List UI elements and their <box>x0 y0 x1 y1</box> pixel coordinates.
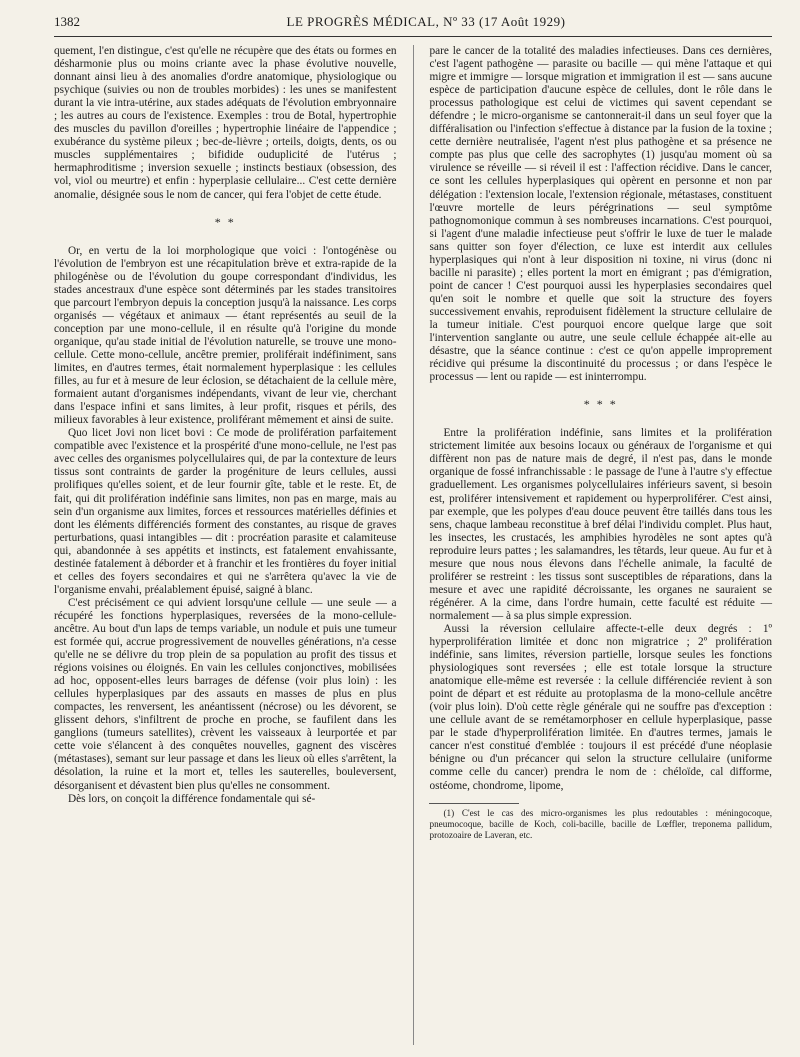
paragraph: Dès lors, on conçoit la différence fondamentale qui sé- <box>68 792 316 805</box>
footnote: (1) C'est le cas des micro-organismes les plus redoutables : méningocoque, pneumocoque, bacille de Koch, coli-bacille, bacille de Lœffler, treponema pallidum, protozoaire de Laveran, etc. <box>429 807 772 840</box>
journal-title: LE PROGRÈS MÉDICAL, Nº 33 (17 Août 1929) <box>286 14 566 29</box>
paragraph: Quo licet Jovi non licet bovi : Ce mode de prolifération parfaitement compatible avec l'existence et la prospérité d'une mono-cellule, ne l'est pas avec celles des organismes polycellulaires qui, de par la contexture de leurs tissus sont contraints de garder la progéniture de leurs cellules, aussi prolifiques qu'elles soient, et de leur fournir gîte, table et le reste. Et, de fait, qui dit prolifération indéfinie sans limites, non pas en marge, mais au sein d'un organisme aux limites, forces et ressources matérielles définies et dont les éléments différenciés forment des constantes, au risque de graves perturbations, quasi intangibles — dit : procréation parasite et calamiteuse qui, abandonnée à ses appétits et instincts, est fatalement envahissante, destinée fatalement à déborder et à franchir et les frontières du foyer initial et celles des foyers secondaires et qui ne s'arrêtera qu'avec la vie de l'organisme envahi, préalablement épuisé, saigné à blanc. <box>54 427 397 596</box>
paragraph: C'est précisément ce qui advient lorsqu'une cellule — une seule — a récupéré les fonctions hyperplasiques, reversées de la mono-cellule-ancêtre. Au bout d'un laps de temps variable, un nodule et puis une tumeur est formée qui, accrue progressivement de nouvelles générations, n'a cesse qu'elle ne se délivre du trop plein de sa population au profit des tissus et régions voisines ou éloignés. En vain les cellules conjonctives, mobilisées ad hoc, opposent-elles leurs barrages de défense (voir plus loin) : les cellules hyperplasiques par des assauts en masses de plus en plus compactes, les renversent, les anéantissent (nécrose) ou les dévorent, se glissent dehors, s'infiltrent de proche en proche, se faufilent dans les ganglions (tumeurs satellites), crèvent les vaisseaux à leurportée et par cette voie s'élancent à des conquêtes nouvelles, gagnent des viscères (métastases), semant sur leur passage et dans les lieux où elles s'arrêtent, la désolation, la ruine et la mort et, telles les sauterelles, bouleversent, désorganisent et dévastent bien plus qu'elles ne consomment. <box>54 596 397 792</box>
paragraph: pare le cancer de la totalité des maladies infectieuses. Dans ces dernières, c'est l'agent pathogène — parasite ou bacille — qui mène l'attaque et qui migre et immigre — lorsque migration et immigration il est — sans aucune espèce de participation d'aucune espèce de cellules, dont le rôle dans le processus pathologique est celui de victimes qui savent cependant se défendre ; le micro-organisme se cantonnerait-il dans un seul foyer que la différalisation ou l'infection s'effectue à distance par la fusion de la toxine ; cette dernière neutralisée, l'agent n'est plus pathogène et sa présence ne compte pas plus que celle des sacrophytes (1) jusqu'au moment où sa virulence se réveille — si réveil il est : l'affection récidive. Dans le cancer, ce sont les cellules hyperplasiques qui opèrent en personne et non par délégation : l'extension locale, l'extension régionale, métastases, constituent l'œuvre mortelle de leurs pérégrinations — seul symptôme pathognomonique commun à ses nombreuses incarnations. C'est pourquoi, si l'agent d'une maladie infectieuse peut s'offrir le luxe de tuer le malade sans quitter son foyer d'élection, ce luxe est interdit aux cellules hyperplasiques qui n'ont à leur disposition ni toxine, ni virus (donc ni bacille ni parasite) ; elles portent la mort en émigrant ; pas d'émigration, point de cancer ! C'est pourquoi aussi les hyperplasies secondaires quel qu'en soit le nombre et quelle que soit la structure des foyers successivement envahis, reproduisent fidèlement la structure cellulaire de la tumeur initiale. C'est pourquoi encore quelque large que soit l'intervention sanglante ou autre, une seule cellule échappée ait-elle au désastre, que la séance continue : c'est ce qu'on appelle improprement récidive qui présume la discontinuité du processus ; or dans l'espèce le processus — lent ou rapide — est ininterrompu. <box>429 45 772 384</box>
column-divider <box>413 45 414 1045</box>
section-separator: * * * <box>583 397 618 412</box>
right-column <box>429 45 772 1045</box>
page-number: 1382 <box>54 14 80 29</box>
left-column <box>54 45 397 1045</box>
footnote-rule <box>429 803 519 804</box>
running-header <box>54 14 772 37</box>
paragraph: Or, en vertu de la loi morphologique que voici : l'ontogénèse ou l'évolution de l'embryon est une récapitulation brève et extra-rapide de la philogénèse ou de l'évolution du goupe correspondant d'individus, les stades ancestraux d'une espèce sont déterminés par les stades transitoires que parcourt l'embryon depuis la conception jusqu'à la naissance. Les corps organisés — végétaux et animaux — étant représentés au seuil de la conception par une mono-cellule, il en résulte qu'à l'origine du monde organique, qu'au stade initial de l'évolution naturelle, se trouve une mono-cellule. Cette mono-cellule, ancêtre premier, proliférait indéfiniment, sans limites, en d'autres termes, était normalement hyperplasique : les cellules filles, au fur et à mesure de leur éclosion, se détachaient de la cellule mère, formaient autant d'organismes indépendants, vivant de leur vie, cherchant dans l'espace infini et sans limites, à leur profit, risques et périls, des milieux favorables à leur existence, proliférant mêmement et ainsi de suite. <box>54 244 397 427</box>
text-columns <box>54 45 772 1045</box>
section-separator: * * <box>214 214 236 229</box>
paragraph: Aussi la réversion cellulaire affecte-t-elle deux degrés : 1º hyperprolifération limitée et donc non migratrice ; 2º prolifération indéfinie, sans limites, réversion partielle, lorsque seules les fonctions physiologiques sont reversées ; elle est totale lorsque la structure anatomique elle-même est reversée : la cellule différenciée revient à son point de départ et est réduite au protoplasma de la mono-cellule ancêtre (voir plus loin). D'où cette règle générale qui ne souffre pas d'exception : une cellule avant de se remétamorphoser en cellule hyperplasique, passe par le stade d'hyperprolifération limitée. En d'autres termes, jamais le cancer n'est constitué d'emblée : toujours il est précédé d'une néoplasie bénigne ou d'un précancer qui selon la structure cellulaire (uniforme comme celle du cancer) prendra le nom de : chéloïde, cal difforme, ostéome, chondrome, lipome, <box>429 622 772 792</box>
paragraph: quement, l'en distingue, c'est qu'elle ne récupère que des états ou formes en désharmonie plus ou moins criante avec la phase évolutive nouvelle, donnant ainsi lieu à des anomalies d'ordre anatomique, physiologique ou psychique (suivies ou non de troubles morbides) : les unes se manifestent durant la vie intra-utérine, aux stades adéquats de l'évolution embryonnaire ; les autres au cours de l'existence. Exemples : trou de Botal, hypertrophie des muscles du pavillon d'oreilles ; hypertrophie linéaire de l'appendice ; exubérance du système pileux ; bec-de-lièvre ; orteils, doigts, dents, os ou muscles supplémentaires ; bifidide ouduplicité de l'utérus ; hermaphroditisme ; inversion sexuelle ; instincts bestiaux (obsession, des vol, viol ou meurtre) et enfin : hyperplasie cellulaire... C'est cette dernière anomalie, désignée sous le nom de cancer, qui fera l'objet de cette étude. <box>54 45 397 201</box>
paragraph: Entre la prolifération indéfinie, sans limites et la prolifération strictement limitée aux besoins locaux ou généraux de l'organisme et qui diffèrent non pas de nature mais de degré, il n'est pas, dans le monde organique de fossé infranchissable : le passage de l'une à l'autre s'y effectue graduellement. Les organismes polycellulaires inférieurs savent, si besoin est, proliférer intensivement et rapidement ou hyperproliférer. C'est ainsi, par exemple, que les polypes d'eau douce peuvent être taillés dans tous les sens, chaque lambeau reconstitue à bref délai l'individu complet. Plus haut, les insectes, les crustacés, les amphibies hyrodèles ne sont aptes qu'à reproduire leurs pattes ; les salamandres, les têtards, leur queue. Au fur et à mesure que nous nous élevons dans l'échelle animale, la faculté de proliférer se restreint : les tissus sont susceptibles de réparations, dans la mesure et avec une rapidité décroissante, les organes ne sauraient se régénérer. A la cime, dans l'ordre humain, cette faculté est réduite — normalement — à sa plus simple expression. <box>429 427 772 622</box>
